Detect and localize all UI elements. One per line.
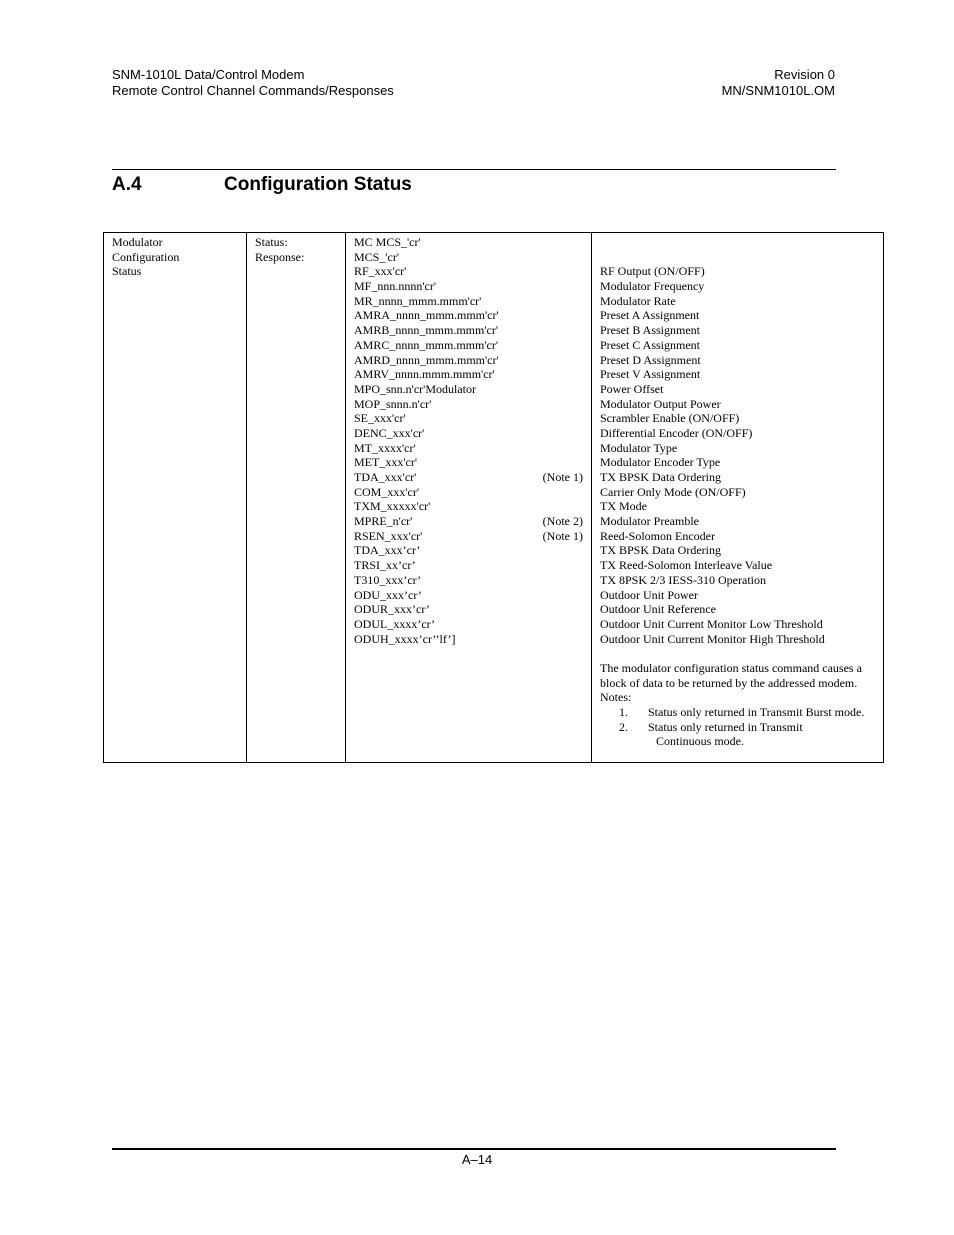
command-syntax: AMRC_nnnn_mmm.mmm'cr' bbox=[354, 337, 498, 352]
command-row bbox=[354, 426, 583, 441]
command-row bbox=[354, 382, 583, 397]
command-table bbox=[103, 232, 884, 763]
command-row bbox=[354, 499, 583, 514]
command-row bbox=[354, 573, 583, 588]
command-description: Outdoor Unit Reference bbox=[600, 602, 716, 617]
command-row bbox=[354, 441, 583, 456]
command-description bbox=[600, 235, 875, 250]
command-row bbox=[354, 308, 583, 323]
command-syntax: ODUH_xxxx’cr’’lf’] bbox=[354, 631, 456, 646]
command-label-cell bbox=[247, 233, 346, 763]
command-note: (Note 1) bbox=[542, 470, 583, 484]
parameter-type-cell bbox=[104, 233, 247, 763]
note-continuation: Continuous mode. bbox=[656, 734, 745, 749]
note-text: Status only returned in Transmit bbox=[648, 719, 803, 734]
command-description: Modulator Preamble bbox=[600, 514, 699, 529]
command-row bbox=[354, 588, 583, 603]
command-description: Scrambler Enable (ON/OFF) bbox=[600, 411, 740, 426]
command-row bbox=[354, 514, 583, 529]
command-row bbox=[354, 338, 583, 353]
command-description bbox=[600, 250, 875, 265]
header-left bbox=[112, 67, 394, 99]
command-row bbox=[354, 558, 583, 573]
command-description: Outdoor Unit Power bbox=[600, 587, 698, 602]
parameter-type-line: Status bbox=[112, 264, 142, 279]
command-syntax: MT_xxxx'cr' bbox=[354, 440, 416, 455]
command-description: Modulator Output Power bbox=[600, 396, 721, 411]
note-text: Status only returned in Transmit Burst mode. bbox=[648, 705, 865, 719]
command-row bbox=[354, 367, 583, 382]
command-syntax: MCS_'cr' bbox=[354, 249, 399, 264]
command-row bbox=[354, 602, 583, 617]
notes-label: Notes: bbox=[600, 690, 632, 705]
command-syntax: ODUL_xxxx’cr’ bbox=[354, 616, 436, 631]
command-row bbox=[354, 323, 583, 338]
note-number: 2. bbox=[619, 719, 628, 734]
command-description: TX BPSK Data Ordering bbox=[600, 470, 721, 484]
command-description: Preset B Assignment bbox=[600, 323, 701, 338]
command-syntax: MPO_snn.n'cr'Modulator bbox=[354, 381, 476, 396]
command-description: Preset D Assignment bbox=[600, 352, 701, 367]
command-description: Modulator Frequency bbox=[600, 279, 705, 294]
note-number: 1. bbox=[619, 705, 628, 719]
command-description: TX Reed-Solomon Interleave Value bbox=[600, 558, 773, 573]
command-syntax: AMRA_nnnn_mmm.mmm'cr' bbox=[354, 308, 499, 323]
command-row bbox=[354, 397, 583, 412]
command-description: Outdoor Unit Current Monitor High Threshold bbox=[600, 631, 825, 646]
section-title: Configuration Status bbox=[224, 174, 412, 195]
command-row bbox=[354, 632, 583, 647]
section-heading bbox=[112, 173, 412, 197]
command-row bbox=[354, 617, 583, 632]
document-title: SNM-1010L Data/Control Modem bbox=[112, 67, 305, 82]
command-syntax: SE_xxx'cr' bbox=[354, 411, 406, 426]
status-label: Status: bbox=[255, 235, 288, 249]
command-row bbox=[354, 264, 583, 279]
command-syntax: ODU_xxx’cr’ bbox=[354, 587, 422, 602]
chapter-title: Remote Control Channel Commands/Responses bbox=[112, 83, 394, 98]
document-number: MN/SNM1010L.OM bbox=[721, 83, 835, 98]
command-syntax: TXM_xxxxx'cr' bbox=[354, 499, 431, 514]
note-item bbox=[600, 720, 875, 735]
command-row bbox=[354, 235, 583, 250]
notes-list bbox=[600, 705, 875, 734]
command-syntax-cell bbox=[346, 233, 592, 763]
command-description: RF Output (ON/OFF) bbox=[600, 264, 705, 279]
response-label: Response: bbox=[255, 249, 305, 264]
command-syntax: MF_nnn.nnnn'cr' bbox=[354, 279, 436, 294]
command-description: Differential Encoder (ON/OFF) bbox=[600, 425, 753, 440]
description-list bbox=[600, 235, 875, 646]
revision-label: Revision 0 bbox=[774, 67, 835, 82]
command-syntax: MPRE_n'cr' bbox=[354, 514, 413, 529]
command-description: Preset V Assignment bbox=[600, 367, 701, 382]
command-syntax: AMRB_nnnn_mmm.mmm'cr' bbox=[354, 323, 498, 338]
command-syntax: AMRV_nnnn.mmm.mmm'cr' bbox=[354, 367, 495, 382]
command-row bbox=[354, 529, 583, 544]
command-row bbox=[354, 470, 583, 485]
command-description: Modulator Rate bbox=[600, 293, 676, 308]
command-description: TX 8PSK 2/3 IESS-310 Operation bbox=[600, 572, 766, 587]
command-syntax: RSEN_xxx'cr' bbox=[354, 528, 423, 543]
command-row bbox=[354, 543, 583, 558]
page-number: A–14 bbox=[461, 1152, 493, 1167]
description-cell bbox=[592, 233, 884, 763]
command-description: TX BPSK Data Ordering bbox=[600, 543, 721, 558]
command-row bbox=[354, 485, 583, 500]
section-number: A.4 bbox=[112, 174, 142, 195]
command-syntax: MET_xxx'cr' bbox=[354, 455, 417, 470]
command-syntax: ODUR_xxx’cr’ bbox=[354, 602, 430, 617]
command-description: Reed-Solomon Encoder bbox=[600, 528, 715, 543]
command-syntax: TRSI_xx’cr’ bbox=[354, 558, 416, 573]
header-right bbox=[722, 67, 835, 99]
command-syntax: COM_xxx'cr' bbox=[354, 484, 419, 499]
parameter-type-line: Configuration bbox=[112, 249, 180, 264]
command-row bbox=[354, 411, 583, 426]
command-description: TX Mode bbox=[600, 499, 647, 514]
command-note: (Note 2) bbox=[542, 514, 583, 529]
command-syntax: TDA_xxx’cr’ bbox=[354, 543, 421, 558]
command-row bbox=[354, 353, 583, 368]
command-description: Preset A Assignment bbox=[600, 308, 700, 323]
parameter-type-line: Modulator bbox=[112, 235, 163, 249]
command-row bbox=[354, 250, 583, 265]
command-row bbox=[354, 455, 583, 470]
command-description: Outdoor Unit Current Monitor Low Threshold bbox=[600, 616, 823, 631]
command-syntax: MC MCS_'cr' bbox=[354, 235, 421, 249]
command-syntax: RF_xxx'cr' bbox=[354, 264, 407, 279]
command-syntax: MR_nnnn_mmm.mmm'cr' bbox=[354, 293, 482, 308]
section-divider bbox=[112, 169, 836, 170]
command-description: Carrier Only Mode (ON/OFF) bbox=[600, 484, 746, 499]
command-syntax: TDA_xxx'cr' bbox=[354, 470, 417, 484]
footer-divider bbox=[112, 1148, 836, 1150]
command-syntax: AMRD_nnnn_mmm.mmm'cr' bbox=[354, 352, 499, 367]
note-item bbox=[600, 705, 875, 720]
command-row bbox=[354, 294, 583, 309]
description-paragraph-line: block of data to be returned by the addressed modem. bbox=[600, 675, 858, 690]
command-description: Preset C Assignment bbox=[600, 337, 701, 352]
command-row bbox=[354, 279, 583, 294]
command-description: Power Offset bbox=[600, 381, 664, 396]
command-syntax: DENC_xxx'cr' bbox=[354, 425, 425, 440]
command-description: Modulator Type bbox=[600, 440, 678, 455]
description-paragraph-line: The modulator configuration status command causes a bbox=[600, 660, 862, 675]
command-note: (Note 1) bbox=[542, 528, 583, 543]
command-description: Modulator Encoder Type bbox=[600, 455, 721, 470]
command-syntax: MOP_snnn.n'cr' bbox=[354, 396, 432, 411]
command-syntax: T310_xxx’cr’ bbox=[354, 572, 422, 587]
